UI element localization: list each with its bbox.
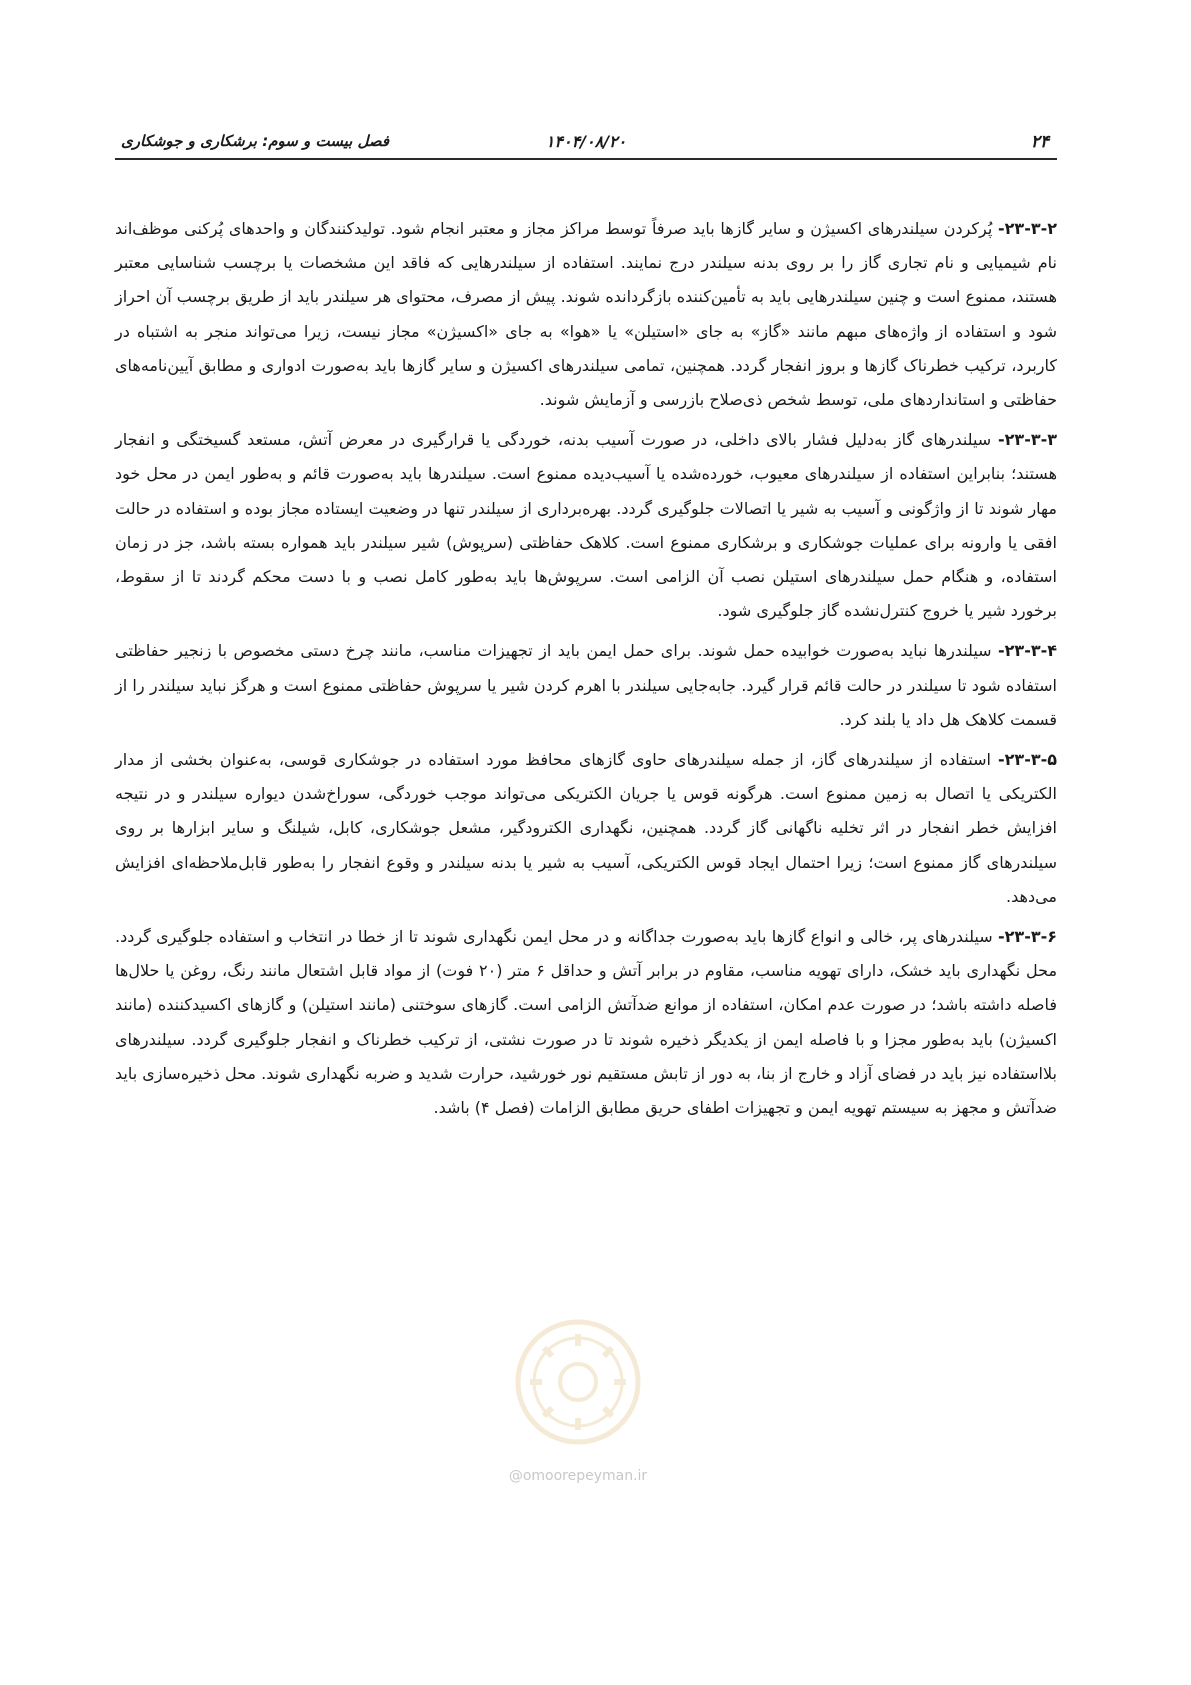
section-text: سیلندرهای پر، خالی و انواع گازها باید به‌صورت جداگانه و در محل ایمن نگهداری شوند تا از خطا در انتخاب و استفاده جلوگیری گردد. محل نگهداری باید خشک، دارای تهویه مناسب، مقاوم در برابر آتش و حداقل ۶ متر (۲۰ فوت) از مواد قابل اشتعال مانند رنگ، روغن یا حلال‌ها فاصله داشته باشد؛ در صورت عدم امکان، استفاده از موانع ضدآتش الزامی است. گازهای سوختنی (مانند استیلن) و گازهای اکسیدکننده (مانند اکسیژن) باید به‌طور مجزا و با فاصله ایمن از یکدیگر ذخیره شوند تا در صورت نشتی، از ترکیب خطرناک و انفجار جلوگیری گردد. سیلندرهای بلااستفاده نیز باید در فضای آزاد و خارج از بنا، به دور از تابش مستقیم نور خورشید، حرارت شدید و ضربه نگهداری شوند. محل ذخیره‌سازی باید ضدآتش و مجهز به سیستم تهویه ایمن و تجهیزات اطفای حریق مطابق الزامات (فصل ۴) باشد. [115,927,1058,1118]
section-paragraph [115,212,1057,417]
section-paragraph [115,920,1057,1125]
section-number: ۲۳-۳-۴- [998,641,1057,661]
section-number: ۲۳-۳-۲- [998,219,1057,238]
section-text: پُرکردن سیلندرهای اکسیژن و سایر گازها باید صرفاً توسط مراکز مجاز و معتبر انجام شود. تولیدکنندگان و واحدهای پُرکنی موظف‌اند نام شیمیایی و نام تجاری گاز را بر روی بدنه سیلندر درج نمایند. استفاده از سیلندرهایی که فاقد این مشخصات یا برچسب شناسایی معتبر هستند، ممنوع است و چنین سیلندرهایی باید به تأمین‌کننده بازگردانده شوند. پیش از مصرف، محتوای هر سیلندر باید از طریق برچسب آن احراز شود و استفاده از واژه‌های مبهم مانند «گاز» به جای «استیلن» یا «هوا» به جای «اکسیژن» مجاز نیست، زیرا می‌تواند منجر به اشتباه در کاربرد، ترکیب خطرناک گازها و بروز انفجار گردد. همچنین، تمامی سیلندرهای اکسیژن و سایر گازها باید به‌صورت ادواری و مطابق آیین‌نامه‌های حفاظتی و استانداردهای ملی، توسط شخص ذی‌صلاح بازرسی و آزمایش شوند. [115,219,1057,410]
section-text: سیلندرها نباید به‌صورت خوابیده حمل شوند. برای حمل ایمن باید از تجهیزات مناسب، مانند چرخ دستی مخصوص با زنجیر حفاظتی استفاده شود تا سیلندر در حالت قائم قرار گیرد. جابه‌جایی سیلندر با اهرم کردن شیر یا سرپوش حفاظتی ممنوع است و هرگز نباید سیلندر را از قسمت کلاهک هل داد یا بلند کرد. [115,641,1057,729]
header-page-number: ۲۴ [1030,132,1049,152]
header-date: ۱۴۰۴/۰۸/۲۰ [545,132,627,151]
section-text: سیلندرهای گاز به‌دلیل فشار بالای داخلی، در صورت آسیب بدنه، خوردگی یا قرارگیری در معرض آتش، مستعد گسیختگی و انفجار هستند؛ بنابراین استفاده از سیلندرهای معیوب، خورده‌شده یا آسیب‌دیده ممنوع است. سیلندرها باید به‌صورت قائم و به‌طور ایمن در محل خود مهار شوند تا از واژگونی و آسیب به شیر یا اتصالات جلوگیری گردد. بهره‌برداری از سیلندر تنها در وضعیت ایستاده مجاز بوده و استفاده در حالت افقی یا وارونه برای عملیات جوشکاری و برشکاری ممنوع است. کلاهک حفاظتی (سرپوش) شیر سیلندر باید همواره بسته باشد، جز در زمان استفاده، و هنگام حمل سیلندرهای استیلن نصب آن الزامی است. سرپوش‌ها باید به‌طور کامل نصب و با دست محکم گردند تا از سقوط، برخورد شیر یا خروج کنترل‌نشده گاز جلوگیری شود. [115,430,1057,621]
section-number: ۲۳-۳-۳- [998,430,1057,450]
page-header [115,118,1057,160]
section-number: ۲۳-۳-۶- [998,927,1057,947]
section-number: ۲۳-۳-۵- [998,750,1057,770]
section-paragraph [115,634,1057,737]
watermark-logo-icon [498,1312,658,1452]
section-text: استفاده از سیلندرهای گاز، از جمله سیلندرهای حاوی گازهای محافظ مورد استفاده در جوشکاری قوسی، به‌عنوان بخشی از مدار الکتریکی یا اتصال به زمین ممنوع است. هرگونه قوس یا جریان الکتریکی می‌تواند موجب خوردگی، سوراخ‌شدن دیواره سیلندر و در نتیجه افزایش خطر انفجار در اثر تخلیه ناگهانی گاز گردد. همچنین، نگهداری الکترودگیر، مشعل جوشکاری، کابل، شیلنگ و سایر ابزارها بر روی سیلندرهای گاز ممنوع است؛ زیرا احتمال ایجاد قوس الکتریکی، آسیب به شیر یا بدنه سیلندر و وقوع انفجار را به‌طور قابل‌ملاحظه‌ای افزایش می‌دهد. [115,750,1057,906]
header-chapter-title: فصل بیست و سوم: برشکاری و جوشکاری [121,132,390,150]
section-paragraph [115,743,1057,914]
document-body [115,212,1057,1131]
section-paragraph [115,423,1057,628]
watermark-text: @omoorepeyman.ir [508,1468,648,1484]
